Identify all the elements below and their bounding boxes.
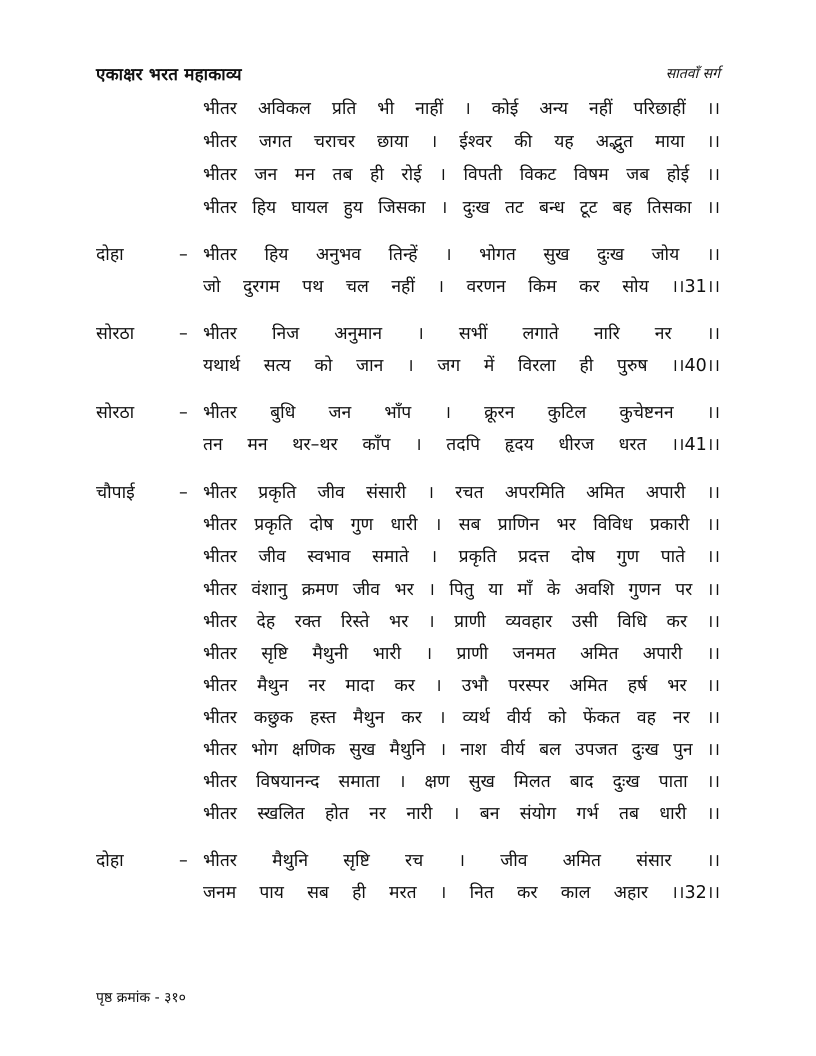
meter-label: चौपाई [96,483,135,503]
meter-dash: – [179,324,188,344]
verse-line: भीतर हिय घायल हुय जिसका । दुःख तट बन्ध टूट बह तिसका ।। [203,198,720,218]
meter-dash: – [179,403,188,423]
verse-line: जो दुरगम पथ चल नहीं । वरणन किम कर सोय ।।31।। [203,277,720,297]
verse-line: तन मन थर–थर काँप । तदपि हृदय धीरज धरत ।।41।। [203,435,720,455]
book-title: एकाक्षर भरत महाकाव्य [96,65,242,85]
verse-line: भीतर मैथुन नर मादा कर । उभौ परस्पर अमित हर्ष भर ।। [203,676,720,696]
verse-line: भीतर निज अनुमान । सभीं लगाते नारि नर ।। [203,324,720,344]
verse-line: भीतर बुधि जन भाँप । क्रूरन कुटिल कुचेष्टनन ।। [203,403,720,423]
verse-line: यथार्थ सत्य को जान । जग में विरला ही पुरुष ।।40।। [203,356,720,376]
verse-line: भीतर जीव स्वभाव समाते । प्रकृति प्रदत्त दोष गुण पाते ।। [203,547,720,567]
verse-line: भीतर कछुक हस्त मैथुन कर । व्यर्थ वीर्य को फेंकत वह नर ।। [203,708,720,728]
verse-line: जनम पाय सब ही मरत । नित कर काल अहार ।।32।। [203,883,720,903]
verse-line: भीतर जगत चराचर छाया । ईश्वर की यह अद्भुत माया ।। [203,132,720,152]
verse-line: भीतर प्रकृति जीव संसारी । रचत अपरमिति अमित अपारी ।। [203,483,720,503]
verse-line: भीतर विषयानन्द समाता । क्षण सुख मिलत बाद दुःख पाता ।। [203,772,720,792]
verse-line: भीतर हिय अनुभव तिन्हें । भोगत सुख दुःख जोय ।। [203,245,720,265]
meter-dash: – [179,483,188,503]
meter-label: दोहा [96,245,124,265]
chapter-label: सातवाँ सर्ग [665,66,720,82]
meter-label: दोहा [96,851,124,871]
page-number: पृष्ठ क्रमांक - ३१० [96,990,186,1006]
verse-line: भीतर देह रक्त रिस्ते भर । प्राणी व्यवहार उसी विधि कर ।। [203,612,720,632]
verse-line: भीतर अविकल प्रति भी नाहीं । कोई अन्य नहीं परिछाहीं ।। [203,99,720,119]
verse-line: भीतर वंशानु क्रमण जीव भर । पितु या माँ के अवशि गुणन पर ।। [203,580,720,600]
meter-label: सोरठा [96,324,135,344]
meter-dash: – [179,245,188,265]
verse-line: भीतर भोग क्षणिक सुख मैथुनि । नाश वीर्य बल उपजत दुःख पुन ।। [203,740,720,760]
verse-line: भीतर मैथुनि सृष्टि रच । जीव अमित संसार ।। [203,851,720,871]
verse-line: भीतर सृष्टि मैथुनी भारी । प्राणी जनमत अमित अपारी ।। [203,644,720,664]
meter-dash: – [179,851,188,871]
meter-label: सोरठा [96,403,135,423]
verse-line: भीतर जन मन तब ही रोई । विपती विकट विषम जब होई ।। [203,165,720,185]
verse-line: भीतर स्खलित होत नर नारी । बन संयोग गर्भ तब धारी ।। [203,804,720,824]
verse-line: भीतर प्रकृति दोष गुण धारी । सब प्राणिन भर विविध प्रकारी ।। [203,515,720,535]
